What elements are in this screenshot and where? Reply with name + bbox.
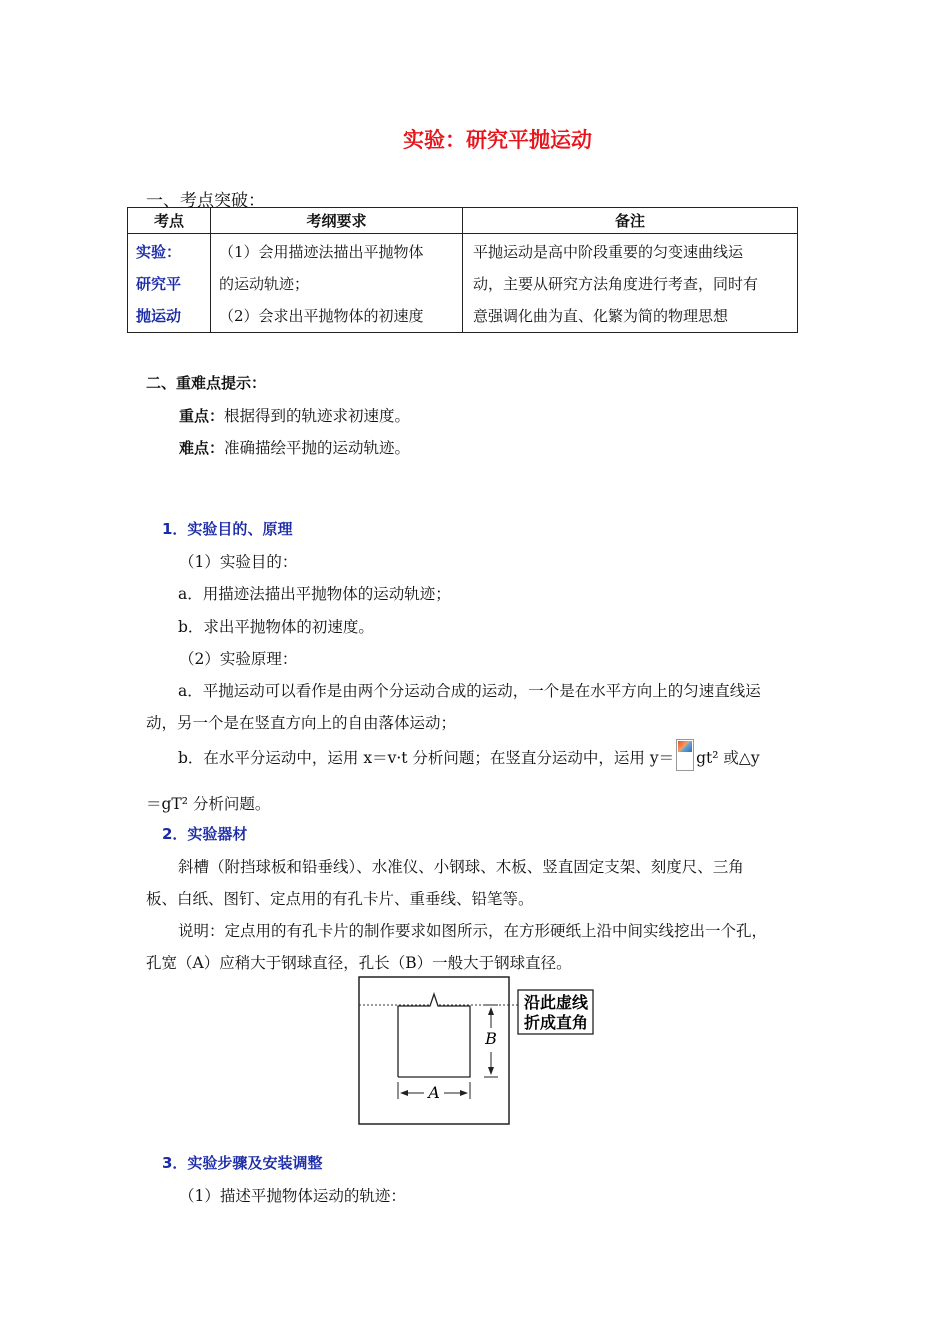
header-remarks: 备注 (463, 208, 798, 234)
page-title: 实验：研究平抛运动 (403, 128, 592, 152)
principle-b-post: gt² 或△y (696, 749, 760, 767)
difficult-point-label: 难点： (179, 439, 225, 457)
card-diagram-svg (358, 976, 618, 1126)
cell-line: 抛运动 (136, 307, 182, 325)
cell-remarks (463, 234, 798, 333)
cell-line: 动，主要从研究方法角度进行考查，同时有 (473, 275, 759, 293)
purpose-a: a．用描迹法描出平抛物体的运动轨迹； (178, 585, 451, 603)
cell-line: 意强调化曲为直、化繁为简的物理思想 (473, 307, 729, 325)
key-point-line (179, 404, 410, 426)
principle-a-line2: 动，另一个是在竖直方向上的自由落体运动； (146, 714, 457, 732)
principle-b-line2: ＝gT² 分析问题。 (146, 795, 271, 813)
note-line2: 孔宽（A）应稍大于钢球直径，孔长（B）一般大于钢球直径。 (146, 954, 572, 972)
principle-b-line1 (178, 743, 760, 775)
difficult-point-text: 准确描绘平抛的运动轨迹。 (224, 439, 411, 457)
fraction-image-icon (676, 739, 694, 771)
exam-points-table (127, 207, 798, 333)
section-heading-exam-points: 一、考点突破： (146, 191, 265, 211)
principle-label: （2）实验原理： (179, 650, 298, 668)
cell-requirement (211, 234, 463, 333)
header-exam-point: 考点 (128, 208, 211, 234)
table-row (128, 234, 798, 333)
cell-exam-point (128, 234, 211, 333)
cell-line: （2）会求出平抛物体的初速度 (219, 307, 424, 325)
part3-heading: 3．实验步骤及安装调整 (162, 1154, 323, 1172)
step1-text: （1）描述平抛物体运动的轨迹： (179, 1187, 406, 1205)
cell-line: 的运动轨迹； (219, 275, 310, 293)
fold-label-line1: 沿此虚线 (524, 993, 589, 1012)
part2-heading: 2．实验器材 (162, 825, 248, 843)
principle-a-line1: a．平抛运动可以看作是由两个分运动合成的运动，一个是在水平方向上的匀速直线运 (178, 682, 761, 700)
purpose-b: b．求出平抛物体的初速度。 (178, 618, 374, 636)
equipment-line2: 板、白纸、图钉、定点用的有孔卡片、重垂线、铅笔等。 (146, 890, 534, 908)
cell-line: 平抛运动是高中阶段重要的匀变速曲线运 (473, 243, 744, 261)
fold-label-line2: 折成直角 (524, 1013, 589, 1032)
key-point-label: 重点： (179, 407, 225, 425)
note-line1: 说明：定点用的有孔卡片的制作要求如图所示，在方形硬纸上沿中间实线挖出一个孔， (178, 922, 768, 940)
label-a: A (428, 1083, 440, 1102)
equipment-line1: 斜槽（附挡球板和铅垂线）、水准仪、小钢球、木板、竖直固定支架、刻度尺、三角 (178, 858, 744, 876)
section-heading-key-points: 二、重难点提示： (146, 374, 267, 392)
table-header-row (128, 208, 798, 234)
cell-line: 研究平 (136, 275, 182, 293)
header-requirement: 考纲要求 (211, 208, 463, 234)
difficult-point-line (179, 436, 410, 458)
label-b: B (485, 1029, 497, 1048)
principle-b-pre: b．在水平分运动中，运用 x＝v·t 分析问题；在竖直分运动中，运用 y＝ (178, 749, 675, 767)
card-diagram (358, 976, 618, 1126)
cell-line: 实验： (136, 243, 182, 261)
cell-line: （1）会用描迹法描出平抛物体 (219, 243, 424, 261)
purpose-label: （1）实验目的： (179, 553, 298, 571)
part1-heading: 1．实验目的、原理 (162, 520, 293, 538)
key-point-text: 根据得到的轨迹求初速度。 (224, 407, 411, 425)
